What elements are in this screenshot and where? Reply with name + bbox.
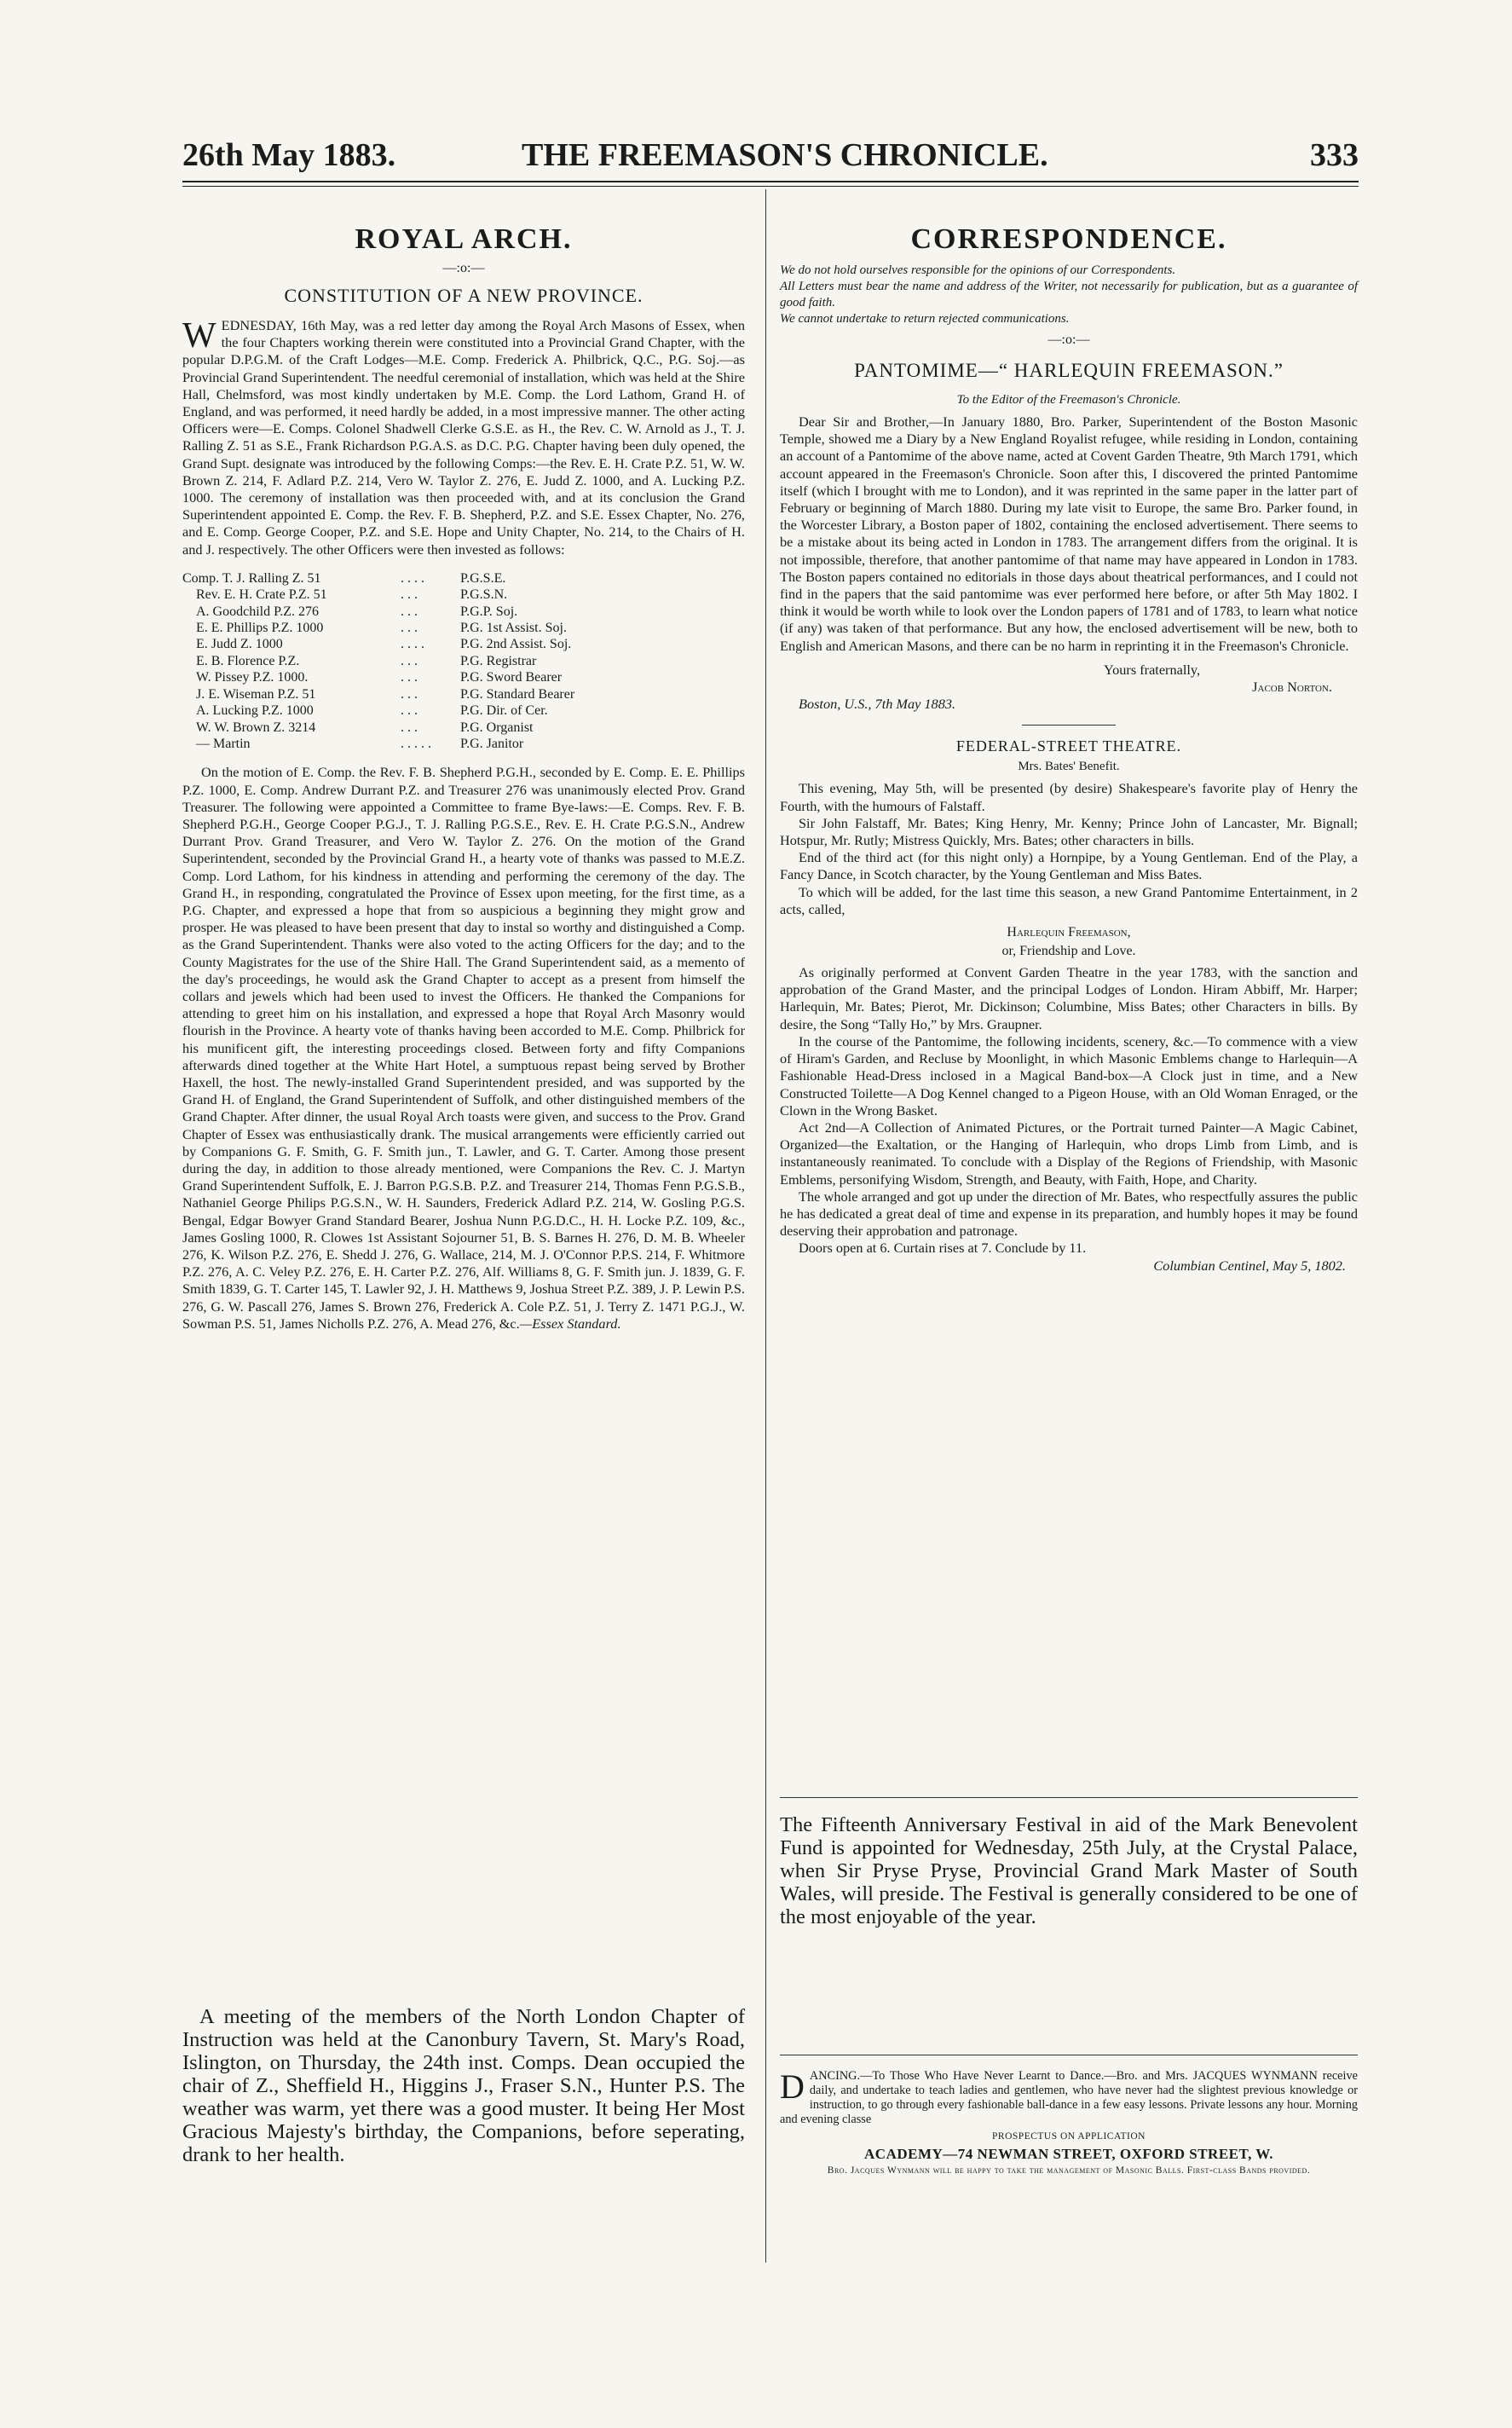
theatre-source: Columbian Centinel, May 5, 1802. <box>1153 1257 1346 1274</box>
officer-row <box>182 587 745 603</box>
officer-office: P.G. Standard Bearer <box>460 686 575 702</box>
officer-name: — Martin <box>196 736 251 751</box>
theatre-paragraph-8: The whole arranged and got up under the direction of Mr. Bates, who respectfully assures the public he has dedicated a great deal of time and expense in its preparation, and humbly hopes it may be found deserving their approbation and patronage. <box>780 1188 1358 1240</box>
officer-name: Rev. E. H. Crate P.Z. 51 <box>196 587 327 603</box>
officer-office: P.G. Sword Bearer <box>460 670 563 685</box>
officer-leader-dots: . . . <box>401 604 418 619</box>
article-paragraph-1 <box>182 317 745 558</box>
officer-row <box>182 736 745 752</box>
letter-title: PANTOMIME—“ HARLEQUIN FREEMASON.” <box>854 360 1284 381</box>
officer-name: W. W. Brown Z. 3214 <box>196 720 316 735</box>
letter-sign-off: Yours fraternally, <box>1104 661 1201 678</box>
header-title: THE FREEMASON'S CHRONICLE. <box>522 137 1048 173</box>
pantomime-title: Harlequin Freemason, <box>1007 925 1131 940</box>
officer-leader-dots: . . . . <box>401 637 424 652</box>
officer-row <box>182 604 745 620</box>
theatre-paragraph-6: In the course of the Pantomime, the following incidents, scenery, &c.—To commence with a view of Hiram's Garden, and Recluse by Moonlight, in which Masonic Emblems change to Harlequin—A Fashionable Head-Dress inclosed in a Magical Band-box—A Clock just in time, and a New Constructed Toilette—A Dog Kennel changed to a Pigeon House, with an Old Woman Enraged, or the Clown in the Wrong Basket. <box>780 1032 1358 1119</box>
correspondence-column <box>780 223 1358 1275</box>
officer-leader-dots: . . . <box>401 653 418 668</box>
header-rule <box>182 181 1359 182</box>
royal-arch-column <box>182 223 745 1333</box>
paragraph-text: On the motion of E. Comp. the Rev. F. B. Shepherd P.G.H., seconded by E. Comp. E. E. Phillips P.Z. 1000, E. Comp. Andrew Durrant P.Z. and Treasurer 276 was unanimously elected Prov. Grand Treasurer. The following were appointed a Committee to frame Bye-laws:—E. Comps. Rev. F. B. Shepherd P.G.H., George Cooper P.G.J., T. J. Ralling P.G.S.E., Rev. E. H. Crate P.G.S.N., Andrew Durrant Prov. Grand Treasurer, and Vero W. Taylor Z. 276. On the motion of the Grand Superintendent, seconded by the Provincial Grand H., a hearty vote of thanks was passed to M.E.Z. Comp. Lord Lathom, for his kindness in attending and performing the ceremony of the day. The Grand H., in responding, congratulated the Province of Essex upon meeting, for the first time, as a P.G. Chapter, and expressed a hope that from so auspicious a beginning they might grow and prosper. He was pleased to have been present that day to instal so worthy and distinguished a Comp. as the Grand Superintendent. Thanks were also voted to the acting Officers for the day; and to the County Magistrates for the use of the Shire Hall. The Grand Superintendent said, as a memento of the day's proceedings, he would ask the Grand Chapter to accept as a present from himself the collars and jewels which had been used to invest the Officers. He thanked the Companions for attending to greet him on his installation, and expressed a hope that Royal Arch Masonry would flourish in the Province. A hearty vote of thanks having been accorded to M.E. Comp. Philbrick for his munificent gift, the interesting proceedings closed. Between forty and fifty Companions afterwards dined together at the White Hart Hotel, a sumptuous repast being served by Brother Haxell, the host. The newly-installed Grand Superintendent presided, and was supported by the Grand H. of England, the Grand Superintendent of Suffolk, and other distinguished members of the Grand Chapter. After dinner, the usual Royal Arch toasts were given, and success to the Prov. Grand Chapter of Essex was enthusiastically drank. The musical arrangements were efficiently carried out by Companions G. F. Smith, G. F. Smith jun., T. Lawler, and G. T. Carter. Among those present during the day, in addition to those already mentioned, were Companions the Rev. C. J. Martyn Grand Superintendent Suffolk, E. J. Barron P.G.S.B. P.Z. and Treasurer 214, Thomas Fenn P.G.S.B., Nathaniel George Philips P.G.S.N., W. H. Saunders, Frederick Adlard P.Z. 214, W. Gosling P.G.S. Bengal, Edgar Bowyer Grand Standard Bearer, Joshua Nunn P.G.D.C., H. H. Locke P.Z. 109, &c., James Gosling 1000, R. Clowes 1st Assistant Sojourner 51, B. S. Barnes H. 276, D. M. B. Wheeler 276, K. Wilson P.Z. 276, E. Shedd J. 276, G. Wallace, 214, M. J. O'Connor P.P.S. 214, F. Whitmore P.Z. 276, A. C. Veley P.Z. 276, E. H. Carter P.Z. 276, Alf. Williams 8, G. F. Smith jun. J. 1839, G. F. Smith 1839, G. T. Carter 145, T. Lawler 92, J. H. Matthews 9, Joshua Street P.Z. 389, J. P. Lewin P.S. 276, G. W. Pascall 276, James S. Brown 276, Frederick A. Cole P.Z. 51, J. Terry Z. 1471 P.G.J., W. Sowman P.S. 51, James Nicholls P.Z. 276, A. Mead 276, &c. <box>182 764 745 1332</box>
officer-office: P.G.S.N. <box>460 587 508 603</box>
column-divider <box>765 189 766 2263</box>
section-separator: —:o:— <box>442 261 485 275</box>
officer-leader-dots: . . . <box>401 720 418 735</box>
officer-name: W. Pissey P.Z. 1000. <box>196 670 309 685</box>
festival-paragraph: The Fifteenth Anniversary Festival in aid of the Mark Benevolent Fund is appointed for Wednesday, 25th July, at the Crystal Palace, when Sir Pryse Pryse, Provincial Grand Mark Master of South Wales, will preside. The Festival is generally considered to be one of the most enjoyable of the year. <box>780 1813 1358 1928</box>
theatre-paragraph-7: Act 2nd—A Collection of Animated Pictures, or the Portrait turned Painter—A Magic Cabinet, Organized—the Exaltation, or the Hanging of Harlequin, who drops Limb from Limb, and is instantaneously reanimated. To conclude with a Display of the Regions of Friendship, with Masonic Emblems, personifying Wisdom, Strength, and Beauty, with Faith, Hope, and Charity. <box>780 1119 1358 1188</box>
officer-leader-dots: . . . . <box>401 570 424 586</box>
theatre-subtitle: Mrs. Bates' Benefit. <box>1018 760 1120 774</box>
drop-cap: W <box>182 316 216 356</box>
officer-leader-dots: . . . <box>401 587 418 603</box>
theatre-paragraph-9: Doors open at 6. Curtain rises at 7. Conclude by 11. <box>799 1240 1087 1257</box>
theatre-paragraph-1: This evening, May 5th, will be presented (by desire) Shakespeare's favorite play of Henry the Fourth, with the humours of Falstaff. <box>780 780 1358 814</box>
festival-notice <box>780 1797 1358 1928</box>
section-title-royal-arch: ROYAL ARCH. <box>355 223 573 255</box>
ad-drop-cap: D <box>780 2067 805 2106</box>
article-paragraph-2 <box>182 764 745 1333</box>
header-rule-thin <box>182 186 1359 187</box>
officer-leader-dots: . . . <box>401 621 418 636</box>
officer-office: P.G. Dir. of Cer. <box>460 703 548 719</box>
officer-office: P.G. 2nd Assist. Soj. <box>460 637 572 652</box>
officer-office: P.G.S.E. <box>460 570 506 586</box>
editor-note-3: We cannot undertake to return rejected communications. <box>780 312 1070 326</box>
officer-row <box>182 702 745 719</box>
letter-signature: Jacob Norton. <box>1252 679 1332 696</box>
page-header <box>182 136 1359 174</box>
theatre-paragraph-2: Sir John Falstaff, Mr. Bates; King Henry, Mr. Kenny; Prince John of Lancaster, Mr. Bignall; Hotspur, Mr. Rutly; Mistress Quickly, Mrs. Bates; other characters in bills. <box>780 814 1358 849</box>
theatre-title: FEDERAL-STREET THEATRE. <box>955 737 1182 755</box>
north-london-paragraph: A meeting of the members of the North London Chapter of Instruction was held at the Canonbury Tavern, St. Mary's Road, Islington, on Thursday, the 24th inst. Comps. Dean occupied the chair of Z., Sheffield H., Higgins J., Fraser S.N., Hunter P.S. The weather was warm, yet there was a good muster. It being Her Most Gracious Majesty's birthday, the Companions, before seperating, drank to her health. <box>182 2005 745 2166</box>
source-credit: —Essex Standard. <box>519 1315 621 1332</box>
officer-row <box>182 686 745 702</box>
ad-footer: Bro. Jacques Wynmann will be happy to take the management of Masonic Balls. First-class Bands provided. <box>827 2165 1311 2176</box>
officer-leader-dots: . . . <box>401 686 418 702</box>
officer-name: E. Judd Z. 1000 <box>196 637 283 652</box>
officer-leader-dots: . . . <box>401 670 418 685</box>
officer-row <box>182 636 745 652</box>
short-divider <box>1022 725 1116 726</box>
north-london-notice <box>182 2005 745 2166</box>
dancing-advertisement <box>780 2055 1358 2177</box>
letter-place-date: Boston, U.S., 7th May 1883. <box>799 696 956 713</box>
officer-row <box>182 570 745 587</box>
officer-name: Comp. T. J. Ralling Z. 51 <box>182 570 321 586</box>
officer-office: P.G.P. Soj. <box>460 604 518 619</box>
officer-name: A. Goodchild P.Z. 276 <box>196 604 319 619</box>
officer-office: P.G. Registrar <box>460 653 537 668</box>
officer-leader-dots: . . . . . <box>401 736 431 751</box>
officer-office: P.G. Organist <box>460 720 534 735</box>
officer-name: A. Lucking P.Z. 1000 <box>196 703 314 719</box>
theatre-paragraph-3: End of the third act (for this night only) a Hornpipe, by a Young Gentleman. End of the Play, a Fancy Dance, in Scotch character, by the Young Gentleman and Miss Bates. <box>780 849 1358 883</box>
theatre-paragraph-4: To which will be added, for the last time this season, a new Grand Pantomime Entertainment, in 2 acts, called, <box>780 883 1358 917</box>
paragraph-text: EDNESDAY, 16th May, was a red letter day among the Royal Arch Masons of Essex, when the four Chapters working therein were constituted into a Provincial Grand Chapter, with the popular D.P.G.M. of the Craft Lodges—M.E. Comp. Frederick A. Philbrick, Q.C., P.G. Soj.—as Provincial Grand Superintendent. The needful ceremonial of installation, which was held at the Shire Hall, Chelmsford, was most kindly undertaken by M.E. Comp. the Lord Lathom, Grand H. of England, and was performed, it need hardly be added, in a most impressive manner. The other acting Officers were—E. Comps. Colonel Shadwell Clerke G.S.E. as H., the Rev. C. W. Arnold as J., T. J. Ralling Z. 51 as S.E., Frank Richardson P.G.A.S. as D.C. P.G. Chapter having been duly opened, the Grand Supt. designate was introduced by the following Comps:—the Rev. E. H. Crate P.Z. 51, W. W. Brown Z. 214, F. Adlard P.Z. 214, Vero W. Taylor Z. 276, E. Judd Z. 1000, and A. Lucking P.Z. 1000. The ceremony of installation was then proceeded with, and at its conclusion the Grand Superintendent appointed E. Comp. the Rev. F. B. Shepherd, P.Z. and S.E. Essex Chapter, No. 276, and E. Comp. George Cooper, P.Z. and S.E. Hope and Unity Chapter, No. 214, to the Chairs of H. and J. respectively. The other Officers were then invested as follows: <box>182 317 745 558</box>
officer-row <box>182 720 745 736</box>
article-subtitle: CONSTITUTION OF A NEW PROVINCE. <box>284 285 643 306</box>
officer-name: E. E. Phillips P.Z. 1000 <box>196 621 324 636</box>
ad-text: ANCING.—To Those Who Have Never Learnt to Dance.—Bro. and Mrs. JACQUES WYNMANN receive daily, and undertake to teach ladies and gentlemen, who have never had the slightest previous knowledge or instruction, to go through every fashionable ball-dance in a few easy lessons. Private lessons any hour. Morning and evening classe <box>780 2069 1358 2126</box>
pantomime-subtitle: or, Friendship and Love. <box>1001 944 1136 959</box>
section-separator: —:o:— <box>1047 332 1090 347</box>
officer-office: P.G. 1st Assist. Soj. <box>460 621 567 636</box>
officers-list <box>182 570 745 752</box>
ad-address: ACADEMY—74 NEWMAN STREET, OXFORD STREET, W. <box>864 2146 1273 2162</box>
officer-name: E. B. Florence P.Z. <box>196 653 300 668</box>
section-title-correspondence: CORRESPONDENCE. <box>910 223 1227 255</box>
officer-name: J. E. Wiseman P.Z. 51 <box>196 686 316 702</box>
ad-body <box>780 2069 1358 2127</box>
officer-row <box>182 653 745 669</box>
editor-note-1: We do not hold ourselves responsible for the opinions of our Correspondents. <box>780 263 1176 277</box>
officer-office: P.G. Janitor <box>460 736 524 751</box>
officer-leader-dots: . . . <box>401 703 418 719</box>
editor-note-2: All Letters must bear the name and address of the Writer, not necessarily for publication, but as a guarantee of good faith. <box>780 280 1358 309</box>
officer-row <box>182 669 745 685</box>
theatre-paragraph-5: As originally performed at Convent Garden Theatre in the year 1783, with the sanction and approbation of the Grand Master, and the principal Lodges of London. Hiram Abbiff, Mr. Harper; Harlequin, Mr. Bates; Pierot, Mr. Dickinson; Columbine, Miss Bates; other Characters in bills. By desire, the Song “Tally Ho,” by Mrs. Graupner. <box>780 964 1358 1032</box>
officer-row <box>182 620 745 636</box>
ad-prospectus: PROSPECTUS ON APPLICATION <box>992 2131 1146 2142</box>
letter-addressee: To the Editor of the Freemason's Chronicle. <box>956 393 1181 407</box>
letter-body: Dear Sir and Brother,—In January 1880, Bro. Parker, Superintendent of the Boston Masonic Temple, showed me a Diary by a New England Royalist refugee, while residing in London, containing an account of a Pantomime of the above name, acted at Covent Garden Theatre, 9th March 1791, which account appeared in the Freemason's Chronicle. Soon after this, I discovered the printed Pantomime itself (which I brought with me to London), and it was reprinted in the same paper in the latter part of February or beginning of March 1880. During my late visit to Europe, the same Bro. Parker found, in the Worcester Library, a Boston paper of 1802, containing the enclosed advertisement. There seems to be a mistake about its being acted in London in 1783. The arrangement differs from the original. It is not impossible, therefore, that another pantomime of that name may have appeared in London in 1783. The Boston papers contained no editorials in those days about theatrical performances, and I could not find in the papers that the said pantomime was ever performed here before, or after 5th May 1802. I think it would be worth while to look over the London papers of 1781 and of 1783, to learn what notice (if any) was taken of that performance. But any how, the enclosed advertisement will be new, both to English and American Masons, and there can be no harm in reprinting it in the Freemason's Chronicle. <box>780 413 1358 654</box>
header-date: 26th May 1883. <box>182 137 396 173</box>
page-number: 333 <box>1310 137 1359 173</box>
